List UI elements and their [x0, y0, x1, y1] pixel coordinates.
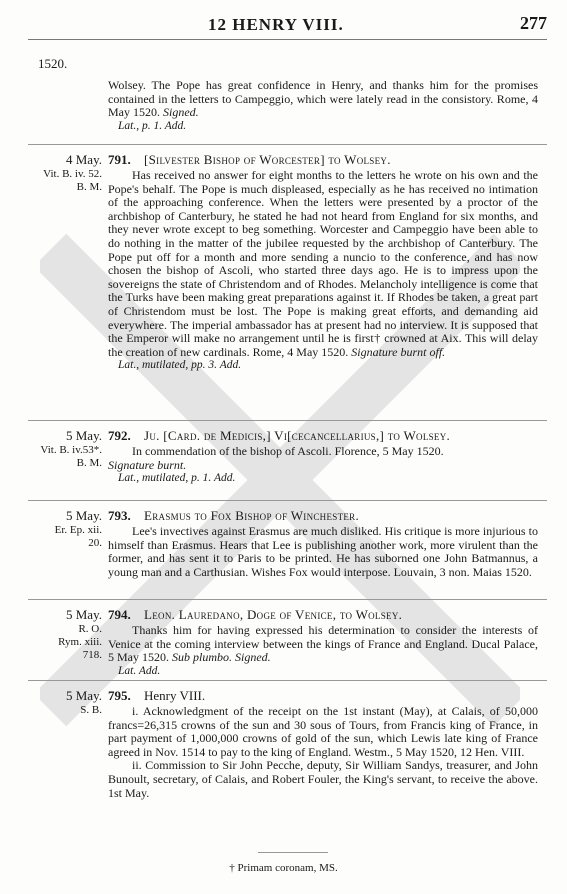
entry-date: 5 May. — [66, 688, 102, 703]
running-head — [0, 9, 567, 39]
entry-ref: 20. — [88, 537, 102, 549]
entry-795-margin — [20, 688, 102, 717]
entry-text: Has received no answer for eight months to the letters he wrote on his own and the Pope's behalf. The Pope is much displeased, especially as he has received no intimation of the approaching conference. When the letters were presented by a proctor of the archbishop of Canterbury, he stated he had not heard from England for six months, and they never wrote except to beg something. Worcester and Campeggio have been able to do nothing in the matter of the jubilee requested by the archbishop of Canterbury. The Pope put off for a month and more sending a nuncio to the conference, and has now chosen the bishop of Ascoli, who started three days ago. He is to impress upon the sovereigns the state of Christendom and of Rhodes. Melancholy intelligence is come that the Turks have been making great preparations against it. If Rhodes be taken, a great part of Christendom must be lost. The Pope is making great efforts, and demanding aid everywhere. The imperial ambassador has at present had no interview. It is supposed that the Emperor will make no arrangement until he is first† crowned at Aix. This will delay the creation of new cardinals. Rome, 4 May 1520. — [108, 168, 538, 359]
entry-ref: R. O. — [78, 623, 102, 635]
entry-ref: S. B. — [80, 704, 102, 716]
entry-heading: Erasmus to Fox Bishop of Winchester. — [144, 508, 360, 523]
entry-date: 5 May. — [66, 508, 102, 523]
page-number: 277 — [520, 13, 547, 33]
continuation-note: Lat., p. 1. Add. — [118, 119, 187, 132]
entry-792 — [108, 428, 538, 486]
header-rule — [28, 39, 547, 40]
entry-heading: [Silvester Bishop of Worcester] to Wolsey. — [144, 152, 391, 167]
entry-heading: Henry VIII. — [144, 688, 206, 703]
footnote: † Primam coronam, MS. — [229, 862, 338, 874]
divider — [28, 680, 547, 681]
entry-sig: Signature burnt off. — [351, 344, 446, 359]
entry-number: 792. — [108, 428, 131, 443]
divider — [28, 144, 547, 145]
entry-ref: Vit. B. iv.53*. — [40, 444, 102, 456]
entry-date: 5 May. — [66, 428, 102, 443]
entry-text: Lee's invectives against Erasmus are much disliked. His critique is more injurious to himself than Erasmus. Hears that Lee is publishing another work, more virulent than the former, and has sent it to Paris to be printed. He has suborned one John Batmannus, a young man and a Carthusian. Wishes Fox would interpose. Louvain, 3 non. Maias 1520. — [108, 524, 538, 579]
entry-792-margin — [20, 428, 102, 470]
entry-text: i. Acknowledgment of the receipt on the 1st instant (May), at Calais, of 50,000 francs=26,315 crowns of the sun and 30 sous of Tours, from Francis king of France, in part payment of 1,000,000 crowns of gold of the sun, which Lewis late king of France agreed in Nov. 1514 to pay to the king of England. Westm., 5 May 1520, 12 Hen. VIII. — [108, 704, 538, 759]
entry-number: 791. — [108, 152, 131, 167]
entry-date: 5 May. — [66, 607, 102, 622]
entry-sig: Signature burnt. — [108, 457, 187, 472]
entry-ref: Rym. xiii. — [58, 636, 102, 648]
entry-number: 793. — [108, 508, 131, 523]
entry-sig: Sub plumbo. Signed. — [172, 650, 271, 665]
entry-text-2: ii. Commission to Sir John Pecche, deputy, Sir William Sandys, treasurer, and John Bunoult, secretary, of Calais, and Robert Fouler, the King's servant, to receive the above. 1st May. — [108, 758, 538, 800]
entry-ref: B. M. — [76, 457, 102, 469]
entry-793-margin — [20, 508, 102, 550]
divider — [28, 500, 547, 501]
page-title: 12 HENRY VIII. — [208, 15, 344, 34]
entry-793 — [108, 508, 538, 579]
entry-ref: 718. — [82, 649, 102, 661]
continuation-text — [108, 79, 538, 133]
entry-text: Thanks him for having expressed his determination to consider the interests of Venice at the coming interview between the kings of France and England. Ducal Palace, 5 May 1520. — [108, 623, 538, 665]
entry-795 — [108, 688, 538, 800]
entry-number: 795. — [108, 688, 131, 703]
entry-ref: Vit. B. iv. 52. — [43, 168, 102, 180]
entry-heading: Ju. [Card. de Medicis,] Vi[cecancellarius,] to Wolsey. — [144, 428, 451, 443]
divider — [28, 599, 547, 600]
entry-ref: Er. Ep. xii. — [54, 524, 102, 536]
divider — [28, 420, 547, 421]
entry-number: 794. — [108, 607, 131, 622]
entry-text: In commendation of the bishop of Ascoli. Florence, 5 May 1520. — [132, 444, 444, 458]
continuation-sig: Signed. — [163, 105, 199, 120]
year-marker: 1520. — [38, 56, 68, 71]
entry-note: Lat., mutilated, pp. 3. Add. — [118, 359, 242, 372]
entry-791 — [108, 152, 538, 373]
footnote-rule — [258, 852, 328, 853]
entry-794-margin — [20, 607, 102, 662]
entry-ref: B. M. — [76, 181, 102, 193]
entry-791-margin — [20, 152, 102, 194]
entry-heading: Leon. Lauredano, Doge of Venice, to Wolsey. — [144, 607, 403, 622]
entry-794 — [108, 607, 538, 678]
entry-note: Lat. Add. — [118, 664, 161, 677]
entry-note: Lat., mutilated, p. 1. Add. — [118, 472, 236, 485]
continuation-body: Wolsey. The Pope has great confidence in Henry, and thanks him for the promises contained in the letters to Campeggio, which were lately read in the consistory. Rome, 4 May 1520. — [108, 78, 538, 120]
entry-date: 4 May. — [66, 152, 102, 167]
